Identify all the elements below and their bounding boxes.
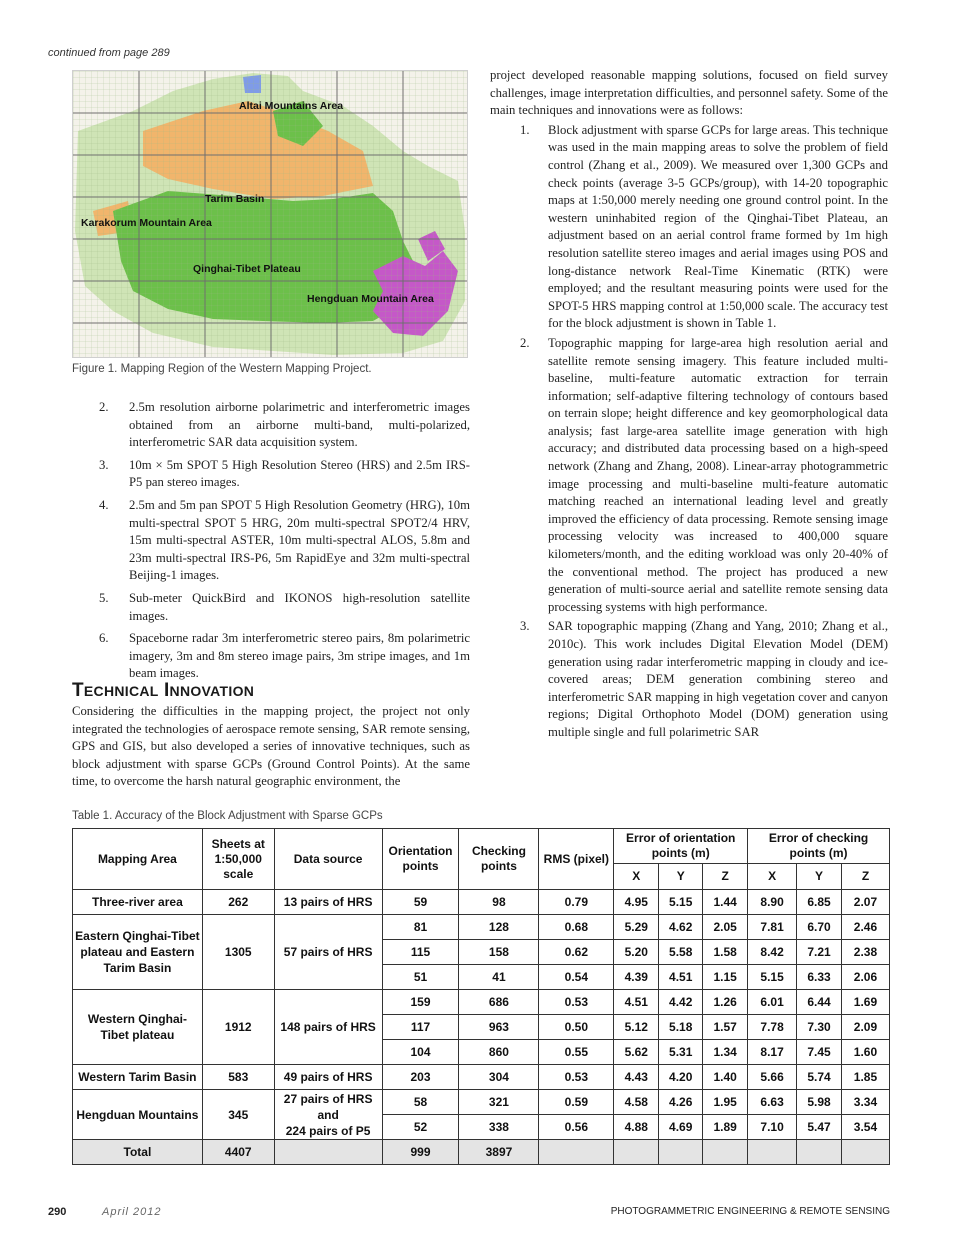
label-qinghai: Qinghai-Tibet Plateau [193, 263, 301, 275]
label-altai: Altai Mountains Area [239, 100, 344, 112]
header-data-source: Data source [274, 829, 382, 890]
sensor-list [72, 399, 470, 688]
list-item: 2. Topographic mapping for large-area high resolution aerial and satellite remote sensing imagery. This feature included multi-baseline, multi-feature automatic extraction for terrain information; self-adaptive filtering technology of contours based on terrain slope; height difference and key geomorphological data analysis; fast large-area satellite image generation with high accuracy; and distributed data processing based on a high-speed network (Zhang and Zhang, 2008). Linear-array photogrammetric image processing and multi-baseline multi-feature automatic matching reached an international leading level and greatly improved the efficiency of data processing. Remote sensing image processing velocity was increased to 400,000 square kilometers/month, and the editing workload was only 20-40% of the conventional method. The project has produced a new generation of multi-source aerial and satellite remote sensing data processing systems with high performance. [520, 335, 888, 614]
list-item: 3. SAR topographic mapping (Zhang and Yang, 2010; Zhang et al., 2010c). This work includes Digital Elevation Model (DEM) generation using radar interferometric mapping in cloudy and ice-covered areas; DEM generation combining stereo and interferometric SAR mapping in high vegetation cover and canyon regions; Digital Orthophoto Model (DOM) generation using multiple single and full polarimetric SAR [520, 619, 888, 739]
accuracy-table: Mapping Area Sheets at 1:50,000 scale Data source Orientation points Checking points RMS (pixel) Error of orientation points (m) Error of checking points (m) X Y Z X Y Z Three-river area 262 13 pairs of HRS 59 98 0.79 4.95 5.15 1.44 8.90 6.85 2.07 Eastern Qinghai-Tibet plateau and Eastern Tarim Basin 1305 57 pairs of HRS 81 128 0.68 5.29 4.62 2.05 7.81 6.70 2.46 115 158 0.62 5.20 5.58 1.58 8.42 7.21 2.38 51 41 0.54 4.39 4.51 1.15 5.15 6.33 2.06 Western Qinghai-Tibet plateau 1912 148 pairs of HRS 159 686 0.53 4.51 4.42 1.26 6.01 6.44 1.69 117 963 0.50 5.12 5.18 1.57 7.78 7.30 2.09 104 860 0.55 5.62 5.31 1.34 8.17 7.45 1.60 Western Tarim Basin 583 49 pairs of HRS 203 304 0.53 4.43 4.20 1.40 5.66 5.74 1.85 Hengduan Mountains 345 27 pairs of HRS and 224 pairs of P5 58 321 0.59 4.58 4.26 1.95 6.63 5.98 3.34 52 338 0.56 4.88 4.69 1.89 7.10 5.47 3.54 Total 4407 999 3897 [72, 828, 890, 1165]
list-item: 1. Block adjustment with sparse GCPs for large areas. This technique was used in the main mapping areas to solve the problem of field control (Zhang et al., 2009). We measured over 1,300 GCPs and check points (average 3-5 GCPs/group), with 14-20 topographic maps at 1:50,000 merely needing one ground control point. In the western uninhabited region of the Qinghai-Tibet Plateau, an adjustment based on an aerial control frame formed by 1m high resolution satellite stereo images and aerial images using POS and long-distance network Real-Time Kinematic (RTK) were employed; and the resultant measuring points were used for the SPOT-5 HRS mapping control at 1:50,000 scale. The accuracy test for the block adjustment is shown in Table 1. [520, 122, 888, 331]
table-total-row: Total 4407 999 3897 [73, 1140, 890, 1165]
journal-name: PHOTOGRAMMETRIC ENGINEERING & REMOTE SENSING [610, 1206, 890, 1217]
table-row: Hengduan Mountains 345 27 pairs of HRS and 224 pairs of P5 58 321 0.59 4.58 4.26 1.95 6.63 5.98 3.34 [73, 1090, 890, 1115]
continued-note: continued from page 289 [48, 47, 170, 59]
section-body: Considering the difficulties in the mapping project, the project not only integrated the technologies of aerospace remote sensing, SAR remote sensing, GPS and GIS, but also developed a series of innovative techniques, such as block adjustment with sparse GCPs (Ground Control Points). At the same time, to overcome the harsh natural geographic environment, the [72, 704, 470, 789]
header-mapping-area: Mapping Area [73, 829, 203, 890]
list-item: 3. 10m × 5m SPOT 5 High Resolution Stereo (HRS) and 2.5m IRS-P5 pan stereo images. [99, 457, 470, 490]
intro-paragraph: project developed reasonable mapping solutions, focused on field survey challenges, image interpretation difficulties, and personnel safety. Some of the main techniques and innovations were as follows: [490, 68, 888, 118]
table-row: Western Tarim Basin 583 49 pairs of HRS 203 304 0.53 4.43 4.20 1.40 5.66 5.74 1.85 [73, 1065, 890, 1090]
header-checking: Checking points [459, 829, 539, 890]
list-item: 6. Spaceborne radar 3m interferometric stereo pairs, 8m polarimetric imagery, 3m and 8m stereo image pairs, 3m stripe images, and 1m beam images. [99, 631, 470, 681]
header-err-check: Error of checking points (m) [748, 829, 890, 864]
table-row: 51 41 0.54 4.39 4.51 1.15 5.15 6.33 2.06 [73, 965, 890, 990]
right-column [490, 67, 888, 744]
table-row: Three-river area 262 13 pairs of HRS 59 98 0.79 4.95 5.15 1.44 8.90 6.85 2.07 [73, 890, 890, 915]
label-karakorum: Karakorum Mountain Area [81, 217, 212, 229]
table-row: Western Qinghai-Tibet plateau 1912 148 pairs of HRS 159 686 0.53 4.51 4.42 1.26 6.01 6.44 1.69 [73, 990, 890, 1015]
page-number: 290 [48, 1206, 67, 1218]
header-orientation: Orientation points [382, 829, 459, 890]
mapping-region-map [73, 71, 468, 358]
section-title: TECHNICAL INNOVATION [72, 680, 255, 701]
table-row: 52 338 0.56 4.88 4.69 1.89 7.10 5.47 3.54 [73, 1115, 890, 1140]
list-item: 5. Sub-meter QuickBird and IKONOS high-resolution satellite images. [99, 590, 470, 623]
table-row: 117 963 0.50 5.12 5.18 1.57 7.78 7.30 2.09 [73, 1015, 890, 1040]
label-hengduan: Hengduan Mountain Area [307, 293, 434, 305]
table-caption: Table 1. Accuracy of the Block Adjustment with Sparse GCPs [72, 810, 383, 822]
table-row: 115 158 0.62 5.20 5.58 1.58 8.42 7.21 2.38 [73, 940, 890, 965]
list-item: 2. 2.5m resolution airborne polarimetric and interferometric images obtained from an airborne multi-band, multi-polarized, interferometric SAR data acquisition system. [99, 400, 470, 450]
table-row: 104 860 0.55 5.62 5.31 1.34 8.17 7.45 1.60 [73, 1040, 890, 1065]
table-row: Eastern Qinghai-Tibet plateau and Eastern Tarim Basin 1305 57 pairs of HRS 81 128 0.68 5.29 4.62 2.05 7.81 6.70 2.46 [73, 915, 890, 940]
list-item: 4. 2.5m and 5m pan SPOT 5 High Resolution Geometry (HRG), 10m multi-spectral SPOT 5 HRG, 20m multi-spectral SPOT2/4 HRV, 15m multi-spectral ASTER, 10m multi-spectral ALOS, 5.8m and 23m multi-spectral IRS-P6, 5m RapidEye and 32m multi-spectral Beijing-1 images. [99, 497, 470, 583]
header-sheets: Sheets at 1:50,000 scale [202, 829, 274, 890]
figure-caption: Figure 1. Mapping Region of the Western Mapping Project. [72, 363, 372, 375]
issue-date: April 2012 [102, 1206, 162, 1218]
header-rms: RMS (pixel) [539, 829, 614, 890]
mapping-region-figure [72, 70, 468, 358]
header-err-orient: Error of orientation points (m) [614, 829, 748, 864]
label-tarim: Tarim Basin [205, 193, 265, 205]
